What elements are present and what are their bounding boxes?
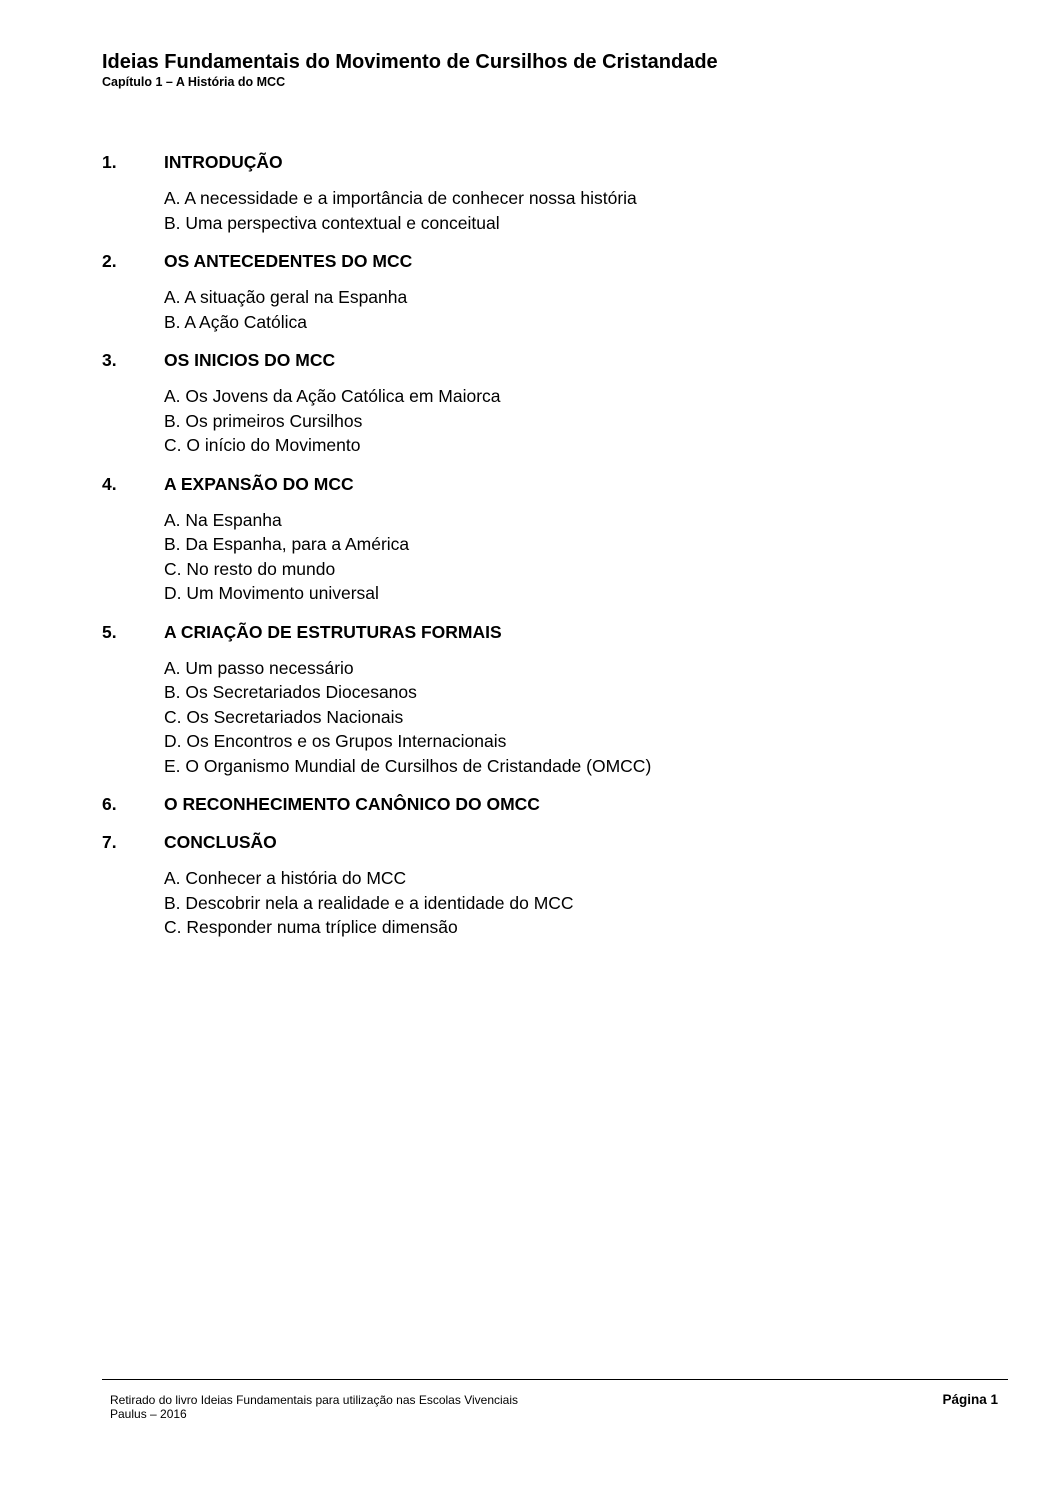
outline-section-3	[102, 348, 982, 458]
outline-item: B. A Ação Católica	[164, 311, 308, 332]
outline-item: B. Uma perspectiva contextual e conceitual	[164, 212, 500, 233]
outline-item: B. Os Secretariados Diocesanos	[164, 682, 417, 702]
section-items	[164, 384, 982, 458]
section-title: OS ANTECEDENTES DO MCC	[164, 251, 413, 271]
outline-section-6	[102, 792, 982, 816]
section-number: 4.	[102, 473, 117, 494]
section-heading	[102, 348, 982, 372]
outline-item: D. Um Movimento universal	[164, 583, 379, 603]
outline-item: C. Os Secretariados Nacionais	[164, 706, 404, 727]
section-items	[164, 656, 982, 779]
section-title: A EXPANSÃO DO MCC	[164, 473, 354, 494]
footer-source-line: Retirado do livro Ideias Fundamentais para utilização nas Escolas Vivenciais	[110, 1393, 518, 1407]
section-heading	[102, 830, 982, 854]
section-number: 7.	[102, 832, 117, 852]
section-title: OS INICIOS DO MCC	[164, 350, 336, 370]
section-number: 3.	[102, 350, 117, 370]
outline-section-7	[102, 830, 982, 940]
section-items	[164, 285, 982, 334]
page-header	[102, 50, 718, 90]
section-items	[164, 186, 982, 235]
page-number: Página 1	[942, 1392, 998, 1407]
outline-item: D. Os Encontros e os Grupos Internacionais	[164, 731, 507, 751]
outline-section-4	[102, 472, 982, 606]
outline-item: B. Descobrir nela a realidade e a identidade do MCC	[164, 892, 574, 913]
section-heading	[102, 472, 982, 496]
footer-divider	[102, 1379, 1008, 1380]
outline-item: C. Responder numa tríplice dimensão	[164, 917, 458, 937]
section-heading	[102, 792, 982, 816]
outline-item: C. O início do Movimento	[164, 435, 361, 455]
outline-section-5	[102, 620, 982, 779]
outline-item: B. Da Espanha, para a América	[164, 534, 410, 554]
outline-item: A. A necessidade e a importância de conhecer nossa história	[164, 188, 637, 208]
outline-item: A. Os Jovens da Ação Católica em Maiorca	[164, 386, 501, 406]
footer-source	[110, 1393, 518, 1421]
outline-item: A. Um passo necessário	[164, 657, 354, 678]
document-title: Ideias Fundamentais do Movimento de Cursilhos de Cristandade	[102, 51, 718, 73]
outline-item: E. O Organismo Mundial de Cursilhos de Cristandade (OMCC)	[164, 755, 652, 776]
section-number: 1.	[102, 152, 117, 172]
outline-section-2	[102, 249, 982, 334]
section-heading	[102, 150, 982, 174]
section-items	[164, 866, 982, 940]
outline-item: A. Conhecer a história do MCC	[164, 868, 407, 888]
footer-publisher-line: Paulus – 2016	[110, 1407, 187, 1421]
section-title: CONCLUSÃO	[164, 832, 277, 852]
outline-item: A. Na Espanha	[164, 509, 282, 530]
section-number: 5.	[102, 621, 117, 642]
section-title: O RECONHECIMENTO CANÔNICO DO OMCC	[164, 794, 540, 814]
chapter-outline	[102, 150, 982, 954]
outline-item: C. No resto do mundo	[164, 558, 336, 579]
section-number: 2.	[102, 251, 117, 271]
section-number: 6.	[102, 794, 117, 814]
chapter-subtitle: Capítulo 1 – A História do MCC	[102, 75, 286, 89]
outline-section-1	[102, 150, 982, 235]
section-title: INTRODUÇÃO	[164, 152, 283, 172]
section-items	[164, 508, 982, 606]
section-heading	[102, 249, 982, 273]
section-title: A CRIAÇÃO DE ESTRUTURAS FORMAIS	[164, 621, 502, 642]
outline-item: A. A situação geral na Espanha	[164, 287, 408, 307]
section-heading	[102, 620, 982, 644]
outline-item: B. Os primeiros Cursilhos	[164, 410, 363, 431]
